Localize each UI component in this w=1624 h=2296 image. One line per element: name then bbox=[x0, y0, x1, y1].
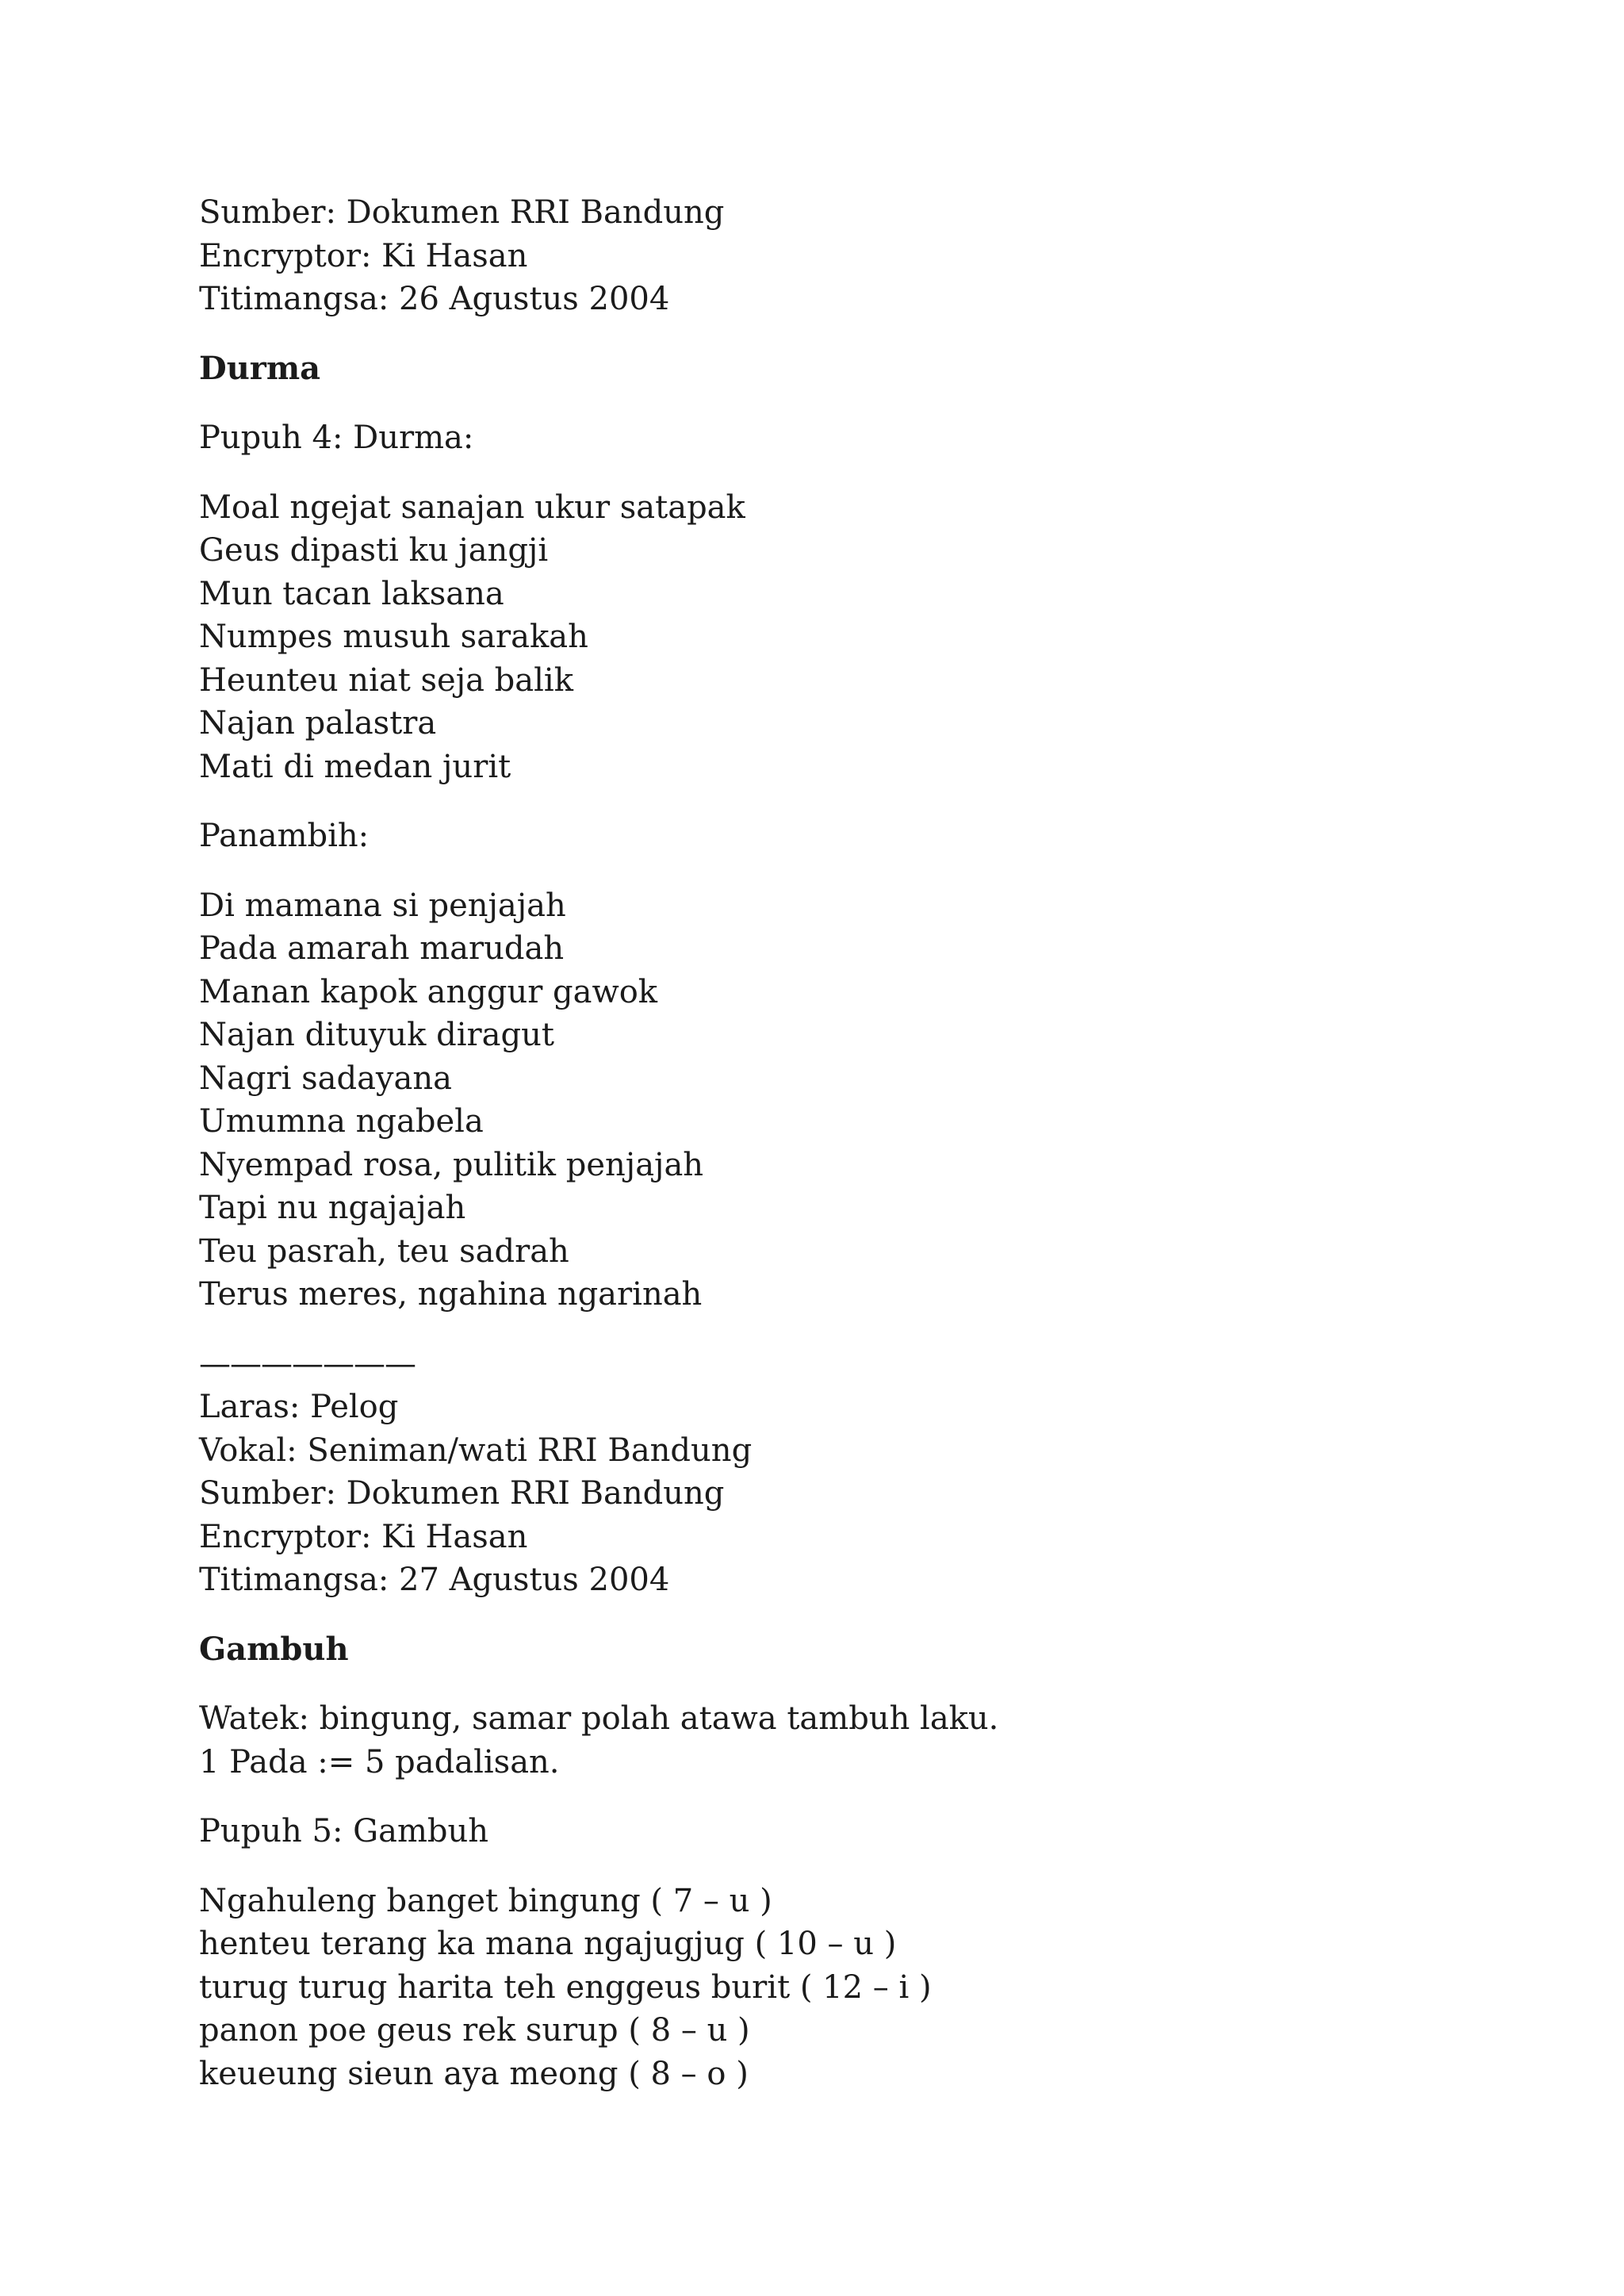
pupuh-label-gambuh bbox=[199, 1810, 1436, 1853]
meta-source: Sumber: Dokumen RRI Bandung bbox=[199, 194, 725, 231]
watek-block bbox=[199, 1697, 1436, 1784]
metadata-block-1 bbox=[199, 191, 1436, 321]
gambuh-stanza bbox=[199, 1880, 1436, 2096]
meta-date: Titimangsa: 26 Agustus 2004 bbox=[199, 281, 670, 317]
durma-stanza bbox=[199, 486, 1436, 789]
section-title-gambuh: Gambuh bbox=[199, 1630, 349, 1668]
document-page bbox=[199, 191, 1436, 2122]
meta-date: Titimangsa: 27 Agustus 2004 bbox=[199, 1562, 670, 1598]
separator-rule: ——————— bbox=[199, 1345, 416, 1382]
verse-line: Mati di medan jurit bbox=[199, 748, 511, 785]
verse-line: Numpes musuh sarakah bbox=[199, 619, 588, 655]
pupuh-label: Pupuh 4: Durma: bbox=[199, 420, 474, 456]
meta-encryptor: Encryptor: Ki Hasan bbox=[199, 1518, 528, 1555]
verse-line: Tapi nu ngajajah bbox=[199, 1190, 466, 1226]
panambih-label-block bbox=[199, 815, 1436, 858]
pupuh-label-durma bbox=[199, 416, 1436, 460]
verse-line: Moal ngejat sanajan ukur satapak bbox=[199, 489, 745, 526]
verse-line: Di mamana si penjajah bbox=[199, 887, 566, 924]
verse-line: Najan dituyuk diragut bbox=[199, 1017, 554, 1053]
panambih-label: Panambih: bbox=[199, 818, 370, 854]
verse-line: Terus meres, ngahina ngarinah bbox=[199, 1276, 703, 1313]
meta-laras: Laras: Pelog bbox=[199, 1389, 399, 1425]
verse-line: Teu pasrah, teu sadrah bbox=[199, 1232, 569, 1270]
pada-line: 1 Pada := 5 padalisan. bbox=[199, 1743, 560, 1780]
verse-line: Najan palastra bbox=[199, 705, 437, 742]
verse-line: Nagri sadayana bbox=[199, 1060, 452, 1097]
meta-vokal: Vokal: Seniman/wati RRI Bandung bbox=[199, 1432, 753, 1469]
verse-line: Manan kapok anggur gawok bbox=[199, 973, 658, 1010]
metadata-block-2 bbox=[199, 1343, 1436, 1602]
verse-line: Ngahuleng banget bingung ( 7 – u ) bbox=[199, 1882, 772, 1919]
verse-line: Geus dipasti ku jangji bbox=[199, 532, 549, 569]
verse-line: henteu terang ka mana ngajugjug ( 10 – u ) bbox=[199, 1926, 897, 1962]
verse-line: Heunteu niat seja balik bbox=[199, 661, 573, 699]
verse-line: turug turug harita teh enggeus burit ( 12 – i ) bbox=[199, 1968, 932, 2006]
verse-line: keueung sieun aya meong ( 8 – o ) bbox=[199, 2055, 749, 2092]
verse-line: panon poe geus rek surup ( 8 – u ) bbox=[199, 2012, 750, 2049]
pupuh-label: Pupuh 5: Gambuh bbox=[199, 1813, 489, 1849]
meta-encryptor: Encryptor: Ki Hasan bbox=[199, 237, 528, 274]
meta-source: Sumber: Dokumen RRI Bandung bbox=[199, 1475, 725, 1512]
section-title-durma: Durma bbox=[199, 349, 321, 387]
verse-line: Nyempad rosa, pulitik penjajah bbox=[199, 1146, 704, 1183]
verse-line: Mun tacan laksana bbox=[199, 575, 504, 612]
watek-line: Watek: bingung, samar polah atawa tambuh laku. bbox=[199, 1700, 999, 1737]
panambih-stanza bbox=[199, 884, 1436, 1317]
verse-line: Pada amarah marudah bbox=[199, 930, 565, 967]
verse-line: Umumna ngabela bbox=[199, 1103, 484, 1140]
